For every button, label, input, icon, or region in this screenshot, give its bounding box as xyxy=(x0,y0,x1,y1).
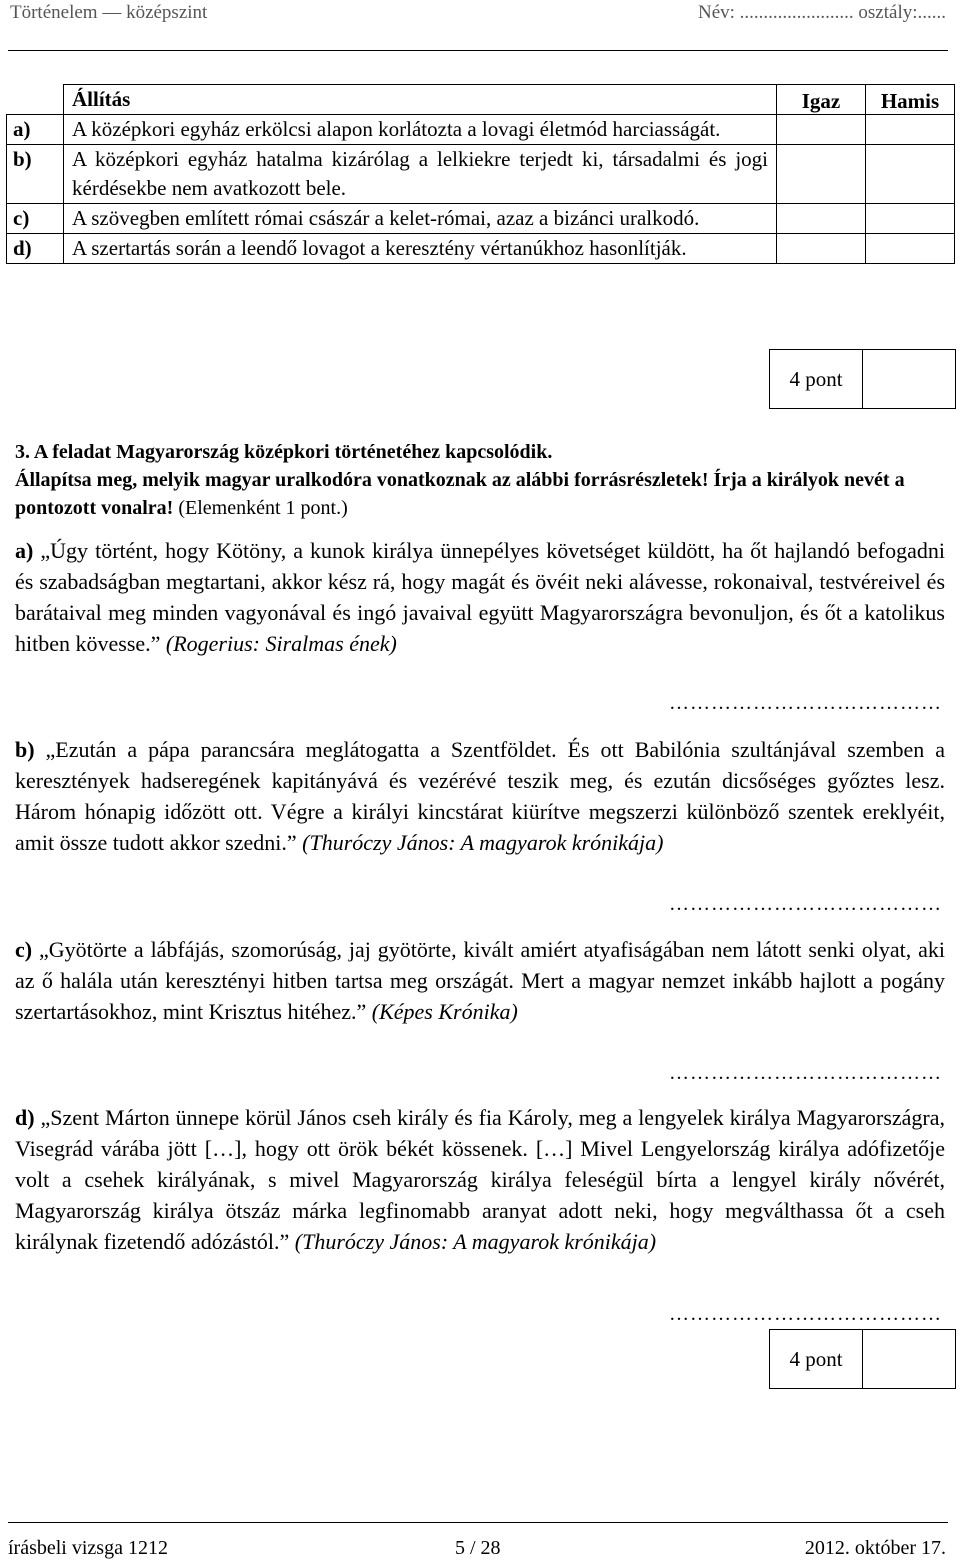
col-true-header: Igaz xyxy=(777,85,866,115)
source-text: „Úgy történt, hogy Kötöny, a kunok királya ünnepélyes követséget küldött, ha őt hajlandó befogadni és szabadságban megtartani, akkor kész rá, hogy magát és övéit neki alávesse, rokonaival, testvéreivel és barátaival meg minden vagyonával és ingó javaival együtt Magyarországra bevonuljon, és őt a katolikus hitben kövesse.” xyxy=(15,538,946,656)
header-divider xyxy=(8,50,948,51)
true-answer-box[interactable] xyxy=(777,145,866,204)
table-row xyxy=(7,145,955,204)
col-false-header: Hamis xyxy=(866,85,955,115)
false-answer-box[interactable] xyxy=(866,204,955,234)
source-label: d) xyxy=(15,1105,35,1130)
answer-line[interactable]: ………………………………… xyxy=(669,1303,942,1325)
score-entry-field[interactable] xyxy=(863,350,955,408)
source-citation: (Rogerius: Siralmas ének) xyxy=(165,631,397,656)
task-note: (Elemenként 1 pont.) xyxy=(178,497,348,519)
source-text: „Szent Márton ünnepe körül János cseh király és fia Károly, meg a lengyelek királya Magyarországra, Visegrád várába jött […], hogy ott örök békét kössenek. […] Mivel Lengyelország királya adófizetője volt a csehek királyának, s mivel Magyarország királya feleségül bírta a lengyel király nővérét, Magyarország királya ötszáz márka legfinomabb aranyat adott neki, hogy megválthassa őt a cseh királynak fizetendő adózástól.” xyxy=(15,1105,946,1254)
footer-divider xyxy=(8,1522,948,1523)
answer-line[interactable]: ………………………………… xyxy=(669,692,942,714)
source-citation: (Thuróczy János: A magyarok krónikája) xyxy=(294,1229,657,1254)
task-title xyxy=(15,438,945,522)
true-false-table xyxy=(6,84,955,264)
answer-line[interactable]: ………………………………… xyxy=(669,1062,942,1084)
header-name-field: Név: ........................ osztály:...... xyxy=(697,2,946,23)
score-box xyxy=(769,349,956,409)
row-letter: a) xyxy=(7,115,64,145)
table-row xyxy=(7,234,955,264)
answer-line[interactable]: ………………………………… xyxy=(669,893,942,915)
score-entry-field[interactable] xyxy=(863,1330,955,1388)
footer-exam: írásbeli vizsga 1212 xyxy=(8,1537,168,1559)
score-label: 4 pont xyxy=(770,350,863,408)
source-citation: (Képes Krónika) xyxy=(371,999,518,1024)
true-answer-box[interactable] xyxy=(777,115,866,145)
header-subject: Történelem — középszint xyxy=(10,2,208,23)
row-statement: A középkori egyház hatalma kizárólag a lelkiekre terjedt ki, társadalmi és jogi kérdésekbe nem avatkozott bele. xyxy=(64,145,777,204)
score-label: 4 pont xyxy=(770,1330,863,1388)
task-title-line: 3. A feladat Magyarország középkori történetéhez kapcsolódik. xyxy=(15,441,553,463)
source-citation: (Thuróczy János: A magyarok krónikája) xyxy=(302,830,664,855)
source-label: a) xyxy=(15,538,34,563)
true-answer-box[interactable] xyxy=(777,234,866,264)
task-instruction: Állapítsa meg, melyik magyar uralkodóra vonatkoznak az alábbi forrásrészletek! Írja a királyok nevét a pontozott vonalra! (Elemenként 1 pont.) xyxy=(15,469,905,519)
row-letter: d) xyxy=(7,234,64,264)
row-letter: c) xyxy=(7,204,64,234)
row-letter: b) xyxy=(7,145,64,204)
source-text: „Ezután a pápa parancsára meglátogatta a Szentföldet. És ott Babilónia szultánjával szemben a keresztények hadseregének kapitányává és vezérévé teszik meg, és ezután dicsőséges győztes lesz. Három hónapig időzött ott. Végre a királyi kincstárat kiürítve megszerzi különböző szentek ereklyéit, amit össze tudott akkor szedni.” xyxy=(15,737,946,855)
row-statement: A szövegben említett római császár a kelet-római, azaz a bizánci uralkodó. xyxy=(64,204,777,234)
source-excerpt xyxy=(15,1102,945,1257)
source-excerpt xyxy=(15,734,945,858)
score-box xyxy=(769,1329,956,1389)
true-answer-box[interactable] xyxy=(777,204,866,234)
col-statement-header: Állítás xyxy=(64,85,777,115)
footer-page-number: 5 / 28 xyxy=(455,1537,501,1559)
source-text: „Gyötörte a lábfájás, szomorúság, jaj gyötörte, kivált amiért atyafiságában nem látott senki olyat, aki az ő halála után keresztényi hitben tartsa meg országát. Mert a magyar nemzet inkább hajlott a pogány szertartásokhoz, mint Krisztus hitéhez.” xyxy=(15,937,945,1024)
false-answer-box[interactable] xyxy=(866,145,955,204)
table-row xyxy=(7,204,955,234)
false-answer-box[interactable] xyxy=(866,234,955,264)
table-header-row xyxy=(7,85,955,115)
source-label: c) xyxy=(15,937,33,962)
source-excerpt xyxy=(15,934,945,1027)
table-row xyxy=(7,115,955,145)
false-answer-box[interactable] xyxy=(866,115,955,145)
row-statement: A szertartás során a leendő lovagot a keresztény vértanúkhoz hasonlítják. xyxy=(64,234,777,264)
footer-date: 2012. október 17. xyxy=(804,1537,946,1559)
source-excerpt xyxy=(15,535,945,659)
row-statement: A középkori egyház erkölcsi alapon korlátozta a lovagi életmód harciasságát. xyxy=(64,115,777,145)
source-label: b) xyxy=(15,737,35,762)
